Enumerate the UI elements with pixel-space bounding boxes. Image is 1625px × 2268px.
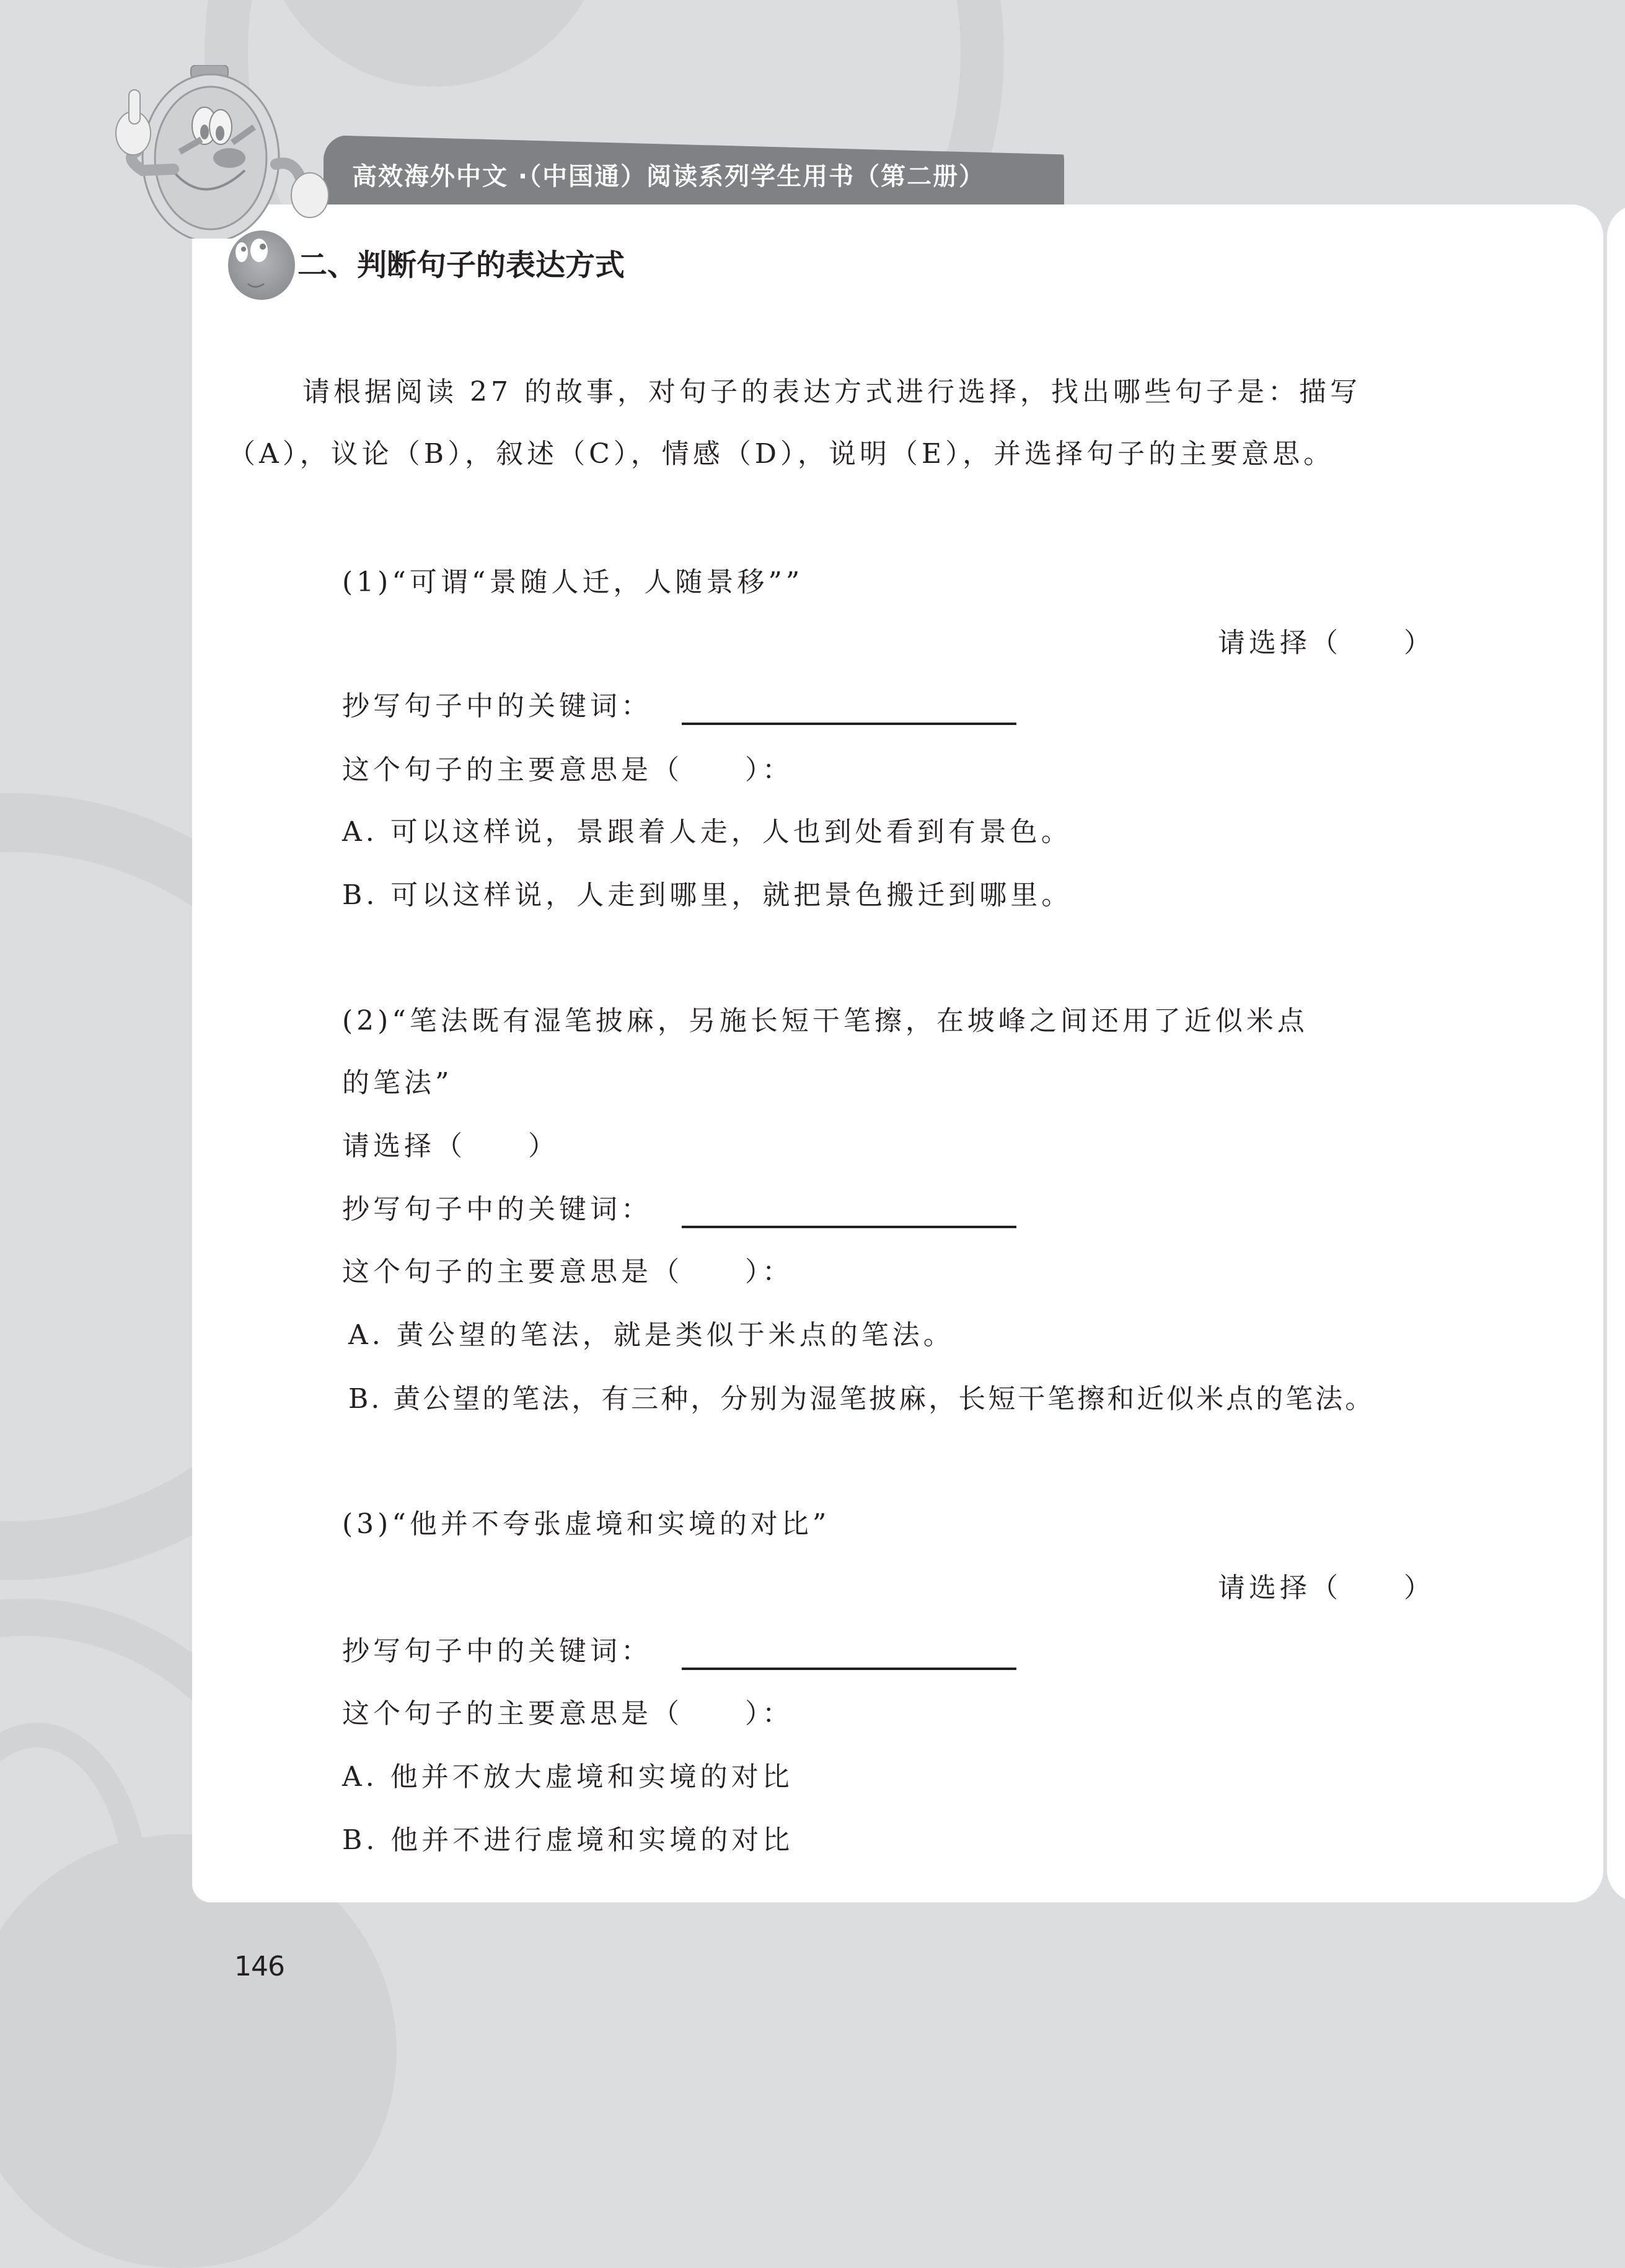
question-1-prompt: (1)“可谓“景随人迁，人随景移”” [342, 566, 804, 598]
question-1-keyword-input[interactable] [682, 723, 1016, 725]
question-3-option-b: B. 他并不进行虚境和实境的对比 [342, 1824, 794, 1856]
section-title: 二、判断句子的表达方式 [297, 248, 625, 283]
question-2-prompt-line-2: 的笔法” [342, 1067, 453, 1099]
question-1-keyword-label: 抄写句子中的关键词： [342, 690, 652, 722]
question-2-keyword-input[interactable] [682, 1226, 1016, 1228]
question-2-prompt-line-1: (2)“笔法既有湿笔披麻，另施长短干笔擦，在坡峰之间还用了近似米点 [342, 1005, 1308, 1037]
instruction-line-1: 请根据阅读 27 的故事，对句子的表达方式进行选择，找出哪些句子是：描写 [302, 376, 1361, 408]
question-3-choose-answer[interactable]: 请选择（ ） [1218, 1572, 1435, 1604]
question-3-keyword-input[interactable] [682, 1668, 1016, 1670]
instruction-line-2: （A），议论（B），叙述（C），情感（D），说明（E），并选择句子的主要意思。 [228, 438, 1335, 470]
question-2-option-a: A. 黄公望的笔法，就是类似于米点的笔法。 [348, 1319, 954, 1351]
smiley-face-icon [227, 231, 296, 300]
book-title: 高效海外中文 ·（中国通）阅读系列学生用书（第二册） [352, 162, 985, 191]
question-2-choose-answer[interactable]: 请选择（ ） [342, 1130, 559, 1162]
question-3-keyword-label: 抄写句子中的关键词： [342, 1635, 652, 1667]
question-3-meaning-label[interactable]: 这个句子的主要意思是（ ）： [342, 1698, 793, 1730]
clock-mascot-icon [99, 65, 359, 239]
question-2-keyword-label: 抄写句子中的关键词： [342, 1193, 652, 1225]
question-1-option-b: B. 可以这样说，人走到哪里，就把景色搬迁到哪里。 [342, 879, 1073, 911]
question-2-meaning-label[interactable]: 这个句子的主要意思是（ ）： [342, 1256, 793, 1288]
question-1-meaning-label[interactable]: 这个句子的主要意思是（ ）： [342, 754, 793, 786]
page-edge [1607, 204, 1625, 1902]
question-3-option-a: A. 他并不放大虚境和实境的对比 [342, 1761, 793, 1793]
question-1-choose-answer[interactable]: 请选择（ ） [1218, 627, 1435, 659]
question-2-option-b: B. 黄公望的笔法，有三种，分别为湿笔披麻，长短干笔擦和近似米点的笔法。 [348, 1383, 1375, 1415]
page-number: 146 [234, 1951, 284, 1982]
question-1-option-a: A. 可以这样说，景跟着人走，人也到处看到有景色。 [342, 816, 1072, 848]
question-3-prompt: (3)“他并不夸张虚境和实境的对比” [342, 1508, 830, 1540]
